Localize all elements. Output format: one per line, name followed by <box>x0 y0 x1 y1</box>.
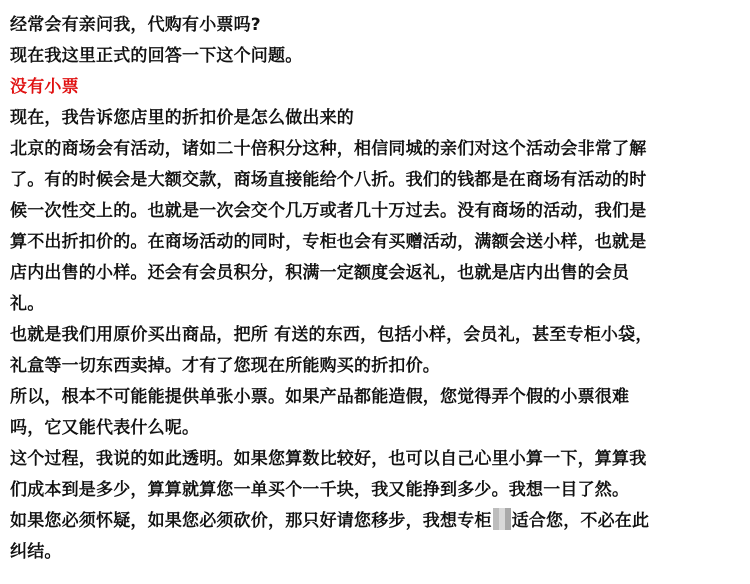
highlight-heading: 没有小票 <box>10 77 79 97</box>
text-line-11: 也就是我们用原价买出商品，把所 有送的东西，包括小样，会员礼，甚至专柜小袋， <box>10 325 653 345</box>
text-line-14: 吗，它又能代表什么呢。 <box>10 418 200 438</box>
text-line-8: 算不出折扣价的。在商场活动的同时，专柜也会有买赠活动，满额会送小样，也就是 <box>10 232 647 252</box>
text-line-15: 这个过程，我说的如此透明。如果您算数比较好，也可以自己心里小算一下，算算我 <box>10 449 647 469</box>
text-line-9: 店内出售的小样。还会有会员积分，积满一定额度会返礼，也就是店内出售的会员 <box>10 263 630 283</box>
text-line-10: 礼。 <box>10 294 45 314</box>
text-line-17-part-2: 适合您，不必在此 <box>511 511 650 531</box>
document-body <box>10 10 740 568</box>
text-line-18: 纠结。 <box>10 542 62 562</box>
text-line-17-part-1: 如果您必须怀疑，如果您必须砍价，那只好请您移步，我想专柜 <box>10 511 492 531</box>
redaction-block <box>493 508 511 530</box>
text-line-1: 经常会有亲问我，代购有小票吗? <box>10 15 261 35</box>
text-line-5: 北京的商场会有活动，诸如二十倍积分这种，相信同城的亲们对这个活动会非常了解 <box>10 139 647 159</box>
text-line-12: 礼盒等一切东西卖掉。才有了您现在所能购买的折扣价。 <box>10 356 440 376</box>
text-line-13: 所以，根本不可能能提供单张小票。如果产品都能造假，您觉得弄个假的小票很难 <box>10 387 630 407</box>
text-line-4: 现在，我告诉您店里的折扣价是怎么做出来的 <box>10 108 354 128</box>
text-line-16: 们成本到是多少，算算就算您一单买个一千块，我又能挣到多少。我想一目了然。 <box>10 480 630 500</box>
text-line-7: 候一次性交上的。也就是一次会交个几万或者几十万过去。没有商场的活动，我们是 <box>10 201 647 221</box>
text-line-6: 了。有的时候会是大额交款，商场直接能给个八折。我们的钱都是在商场有活动的时 <box>10 170 647 190</box>
text-line-2: 现在我这里正式的回答一下这个问题。 <box>10 46 303 66</box>
text-line-17 <box>10 506 740 537</box>
